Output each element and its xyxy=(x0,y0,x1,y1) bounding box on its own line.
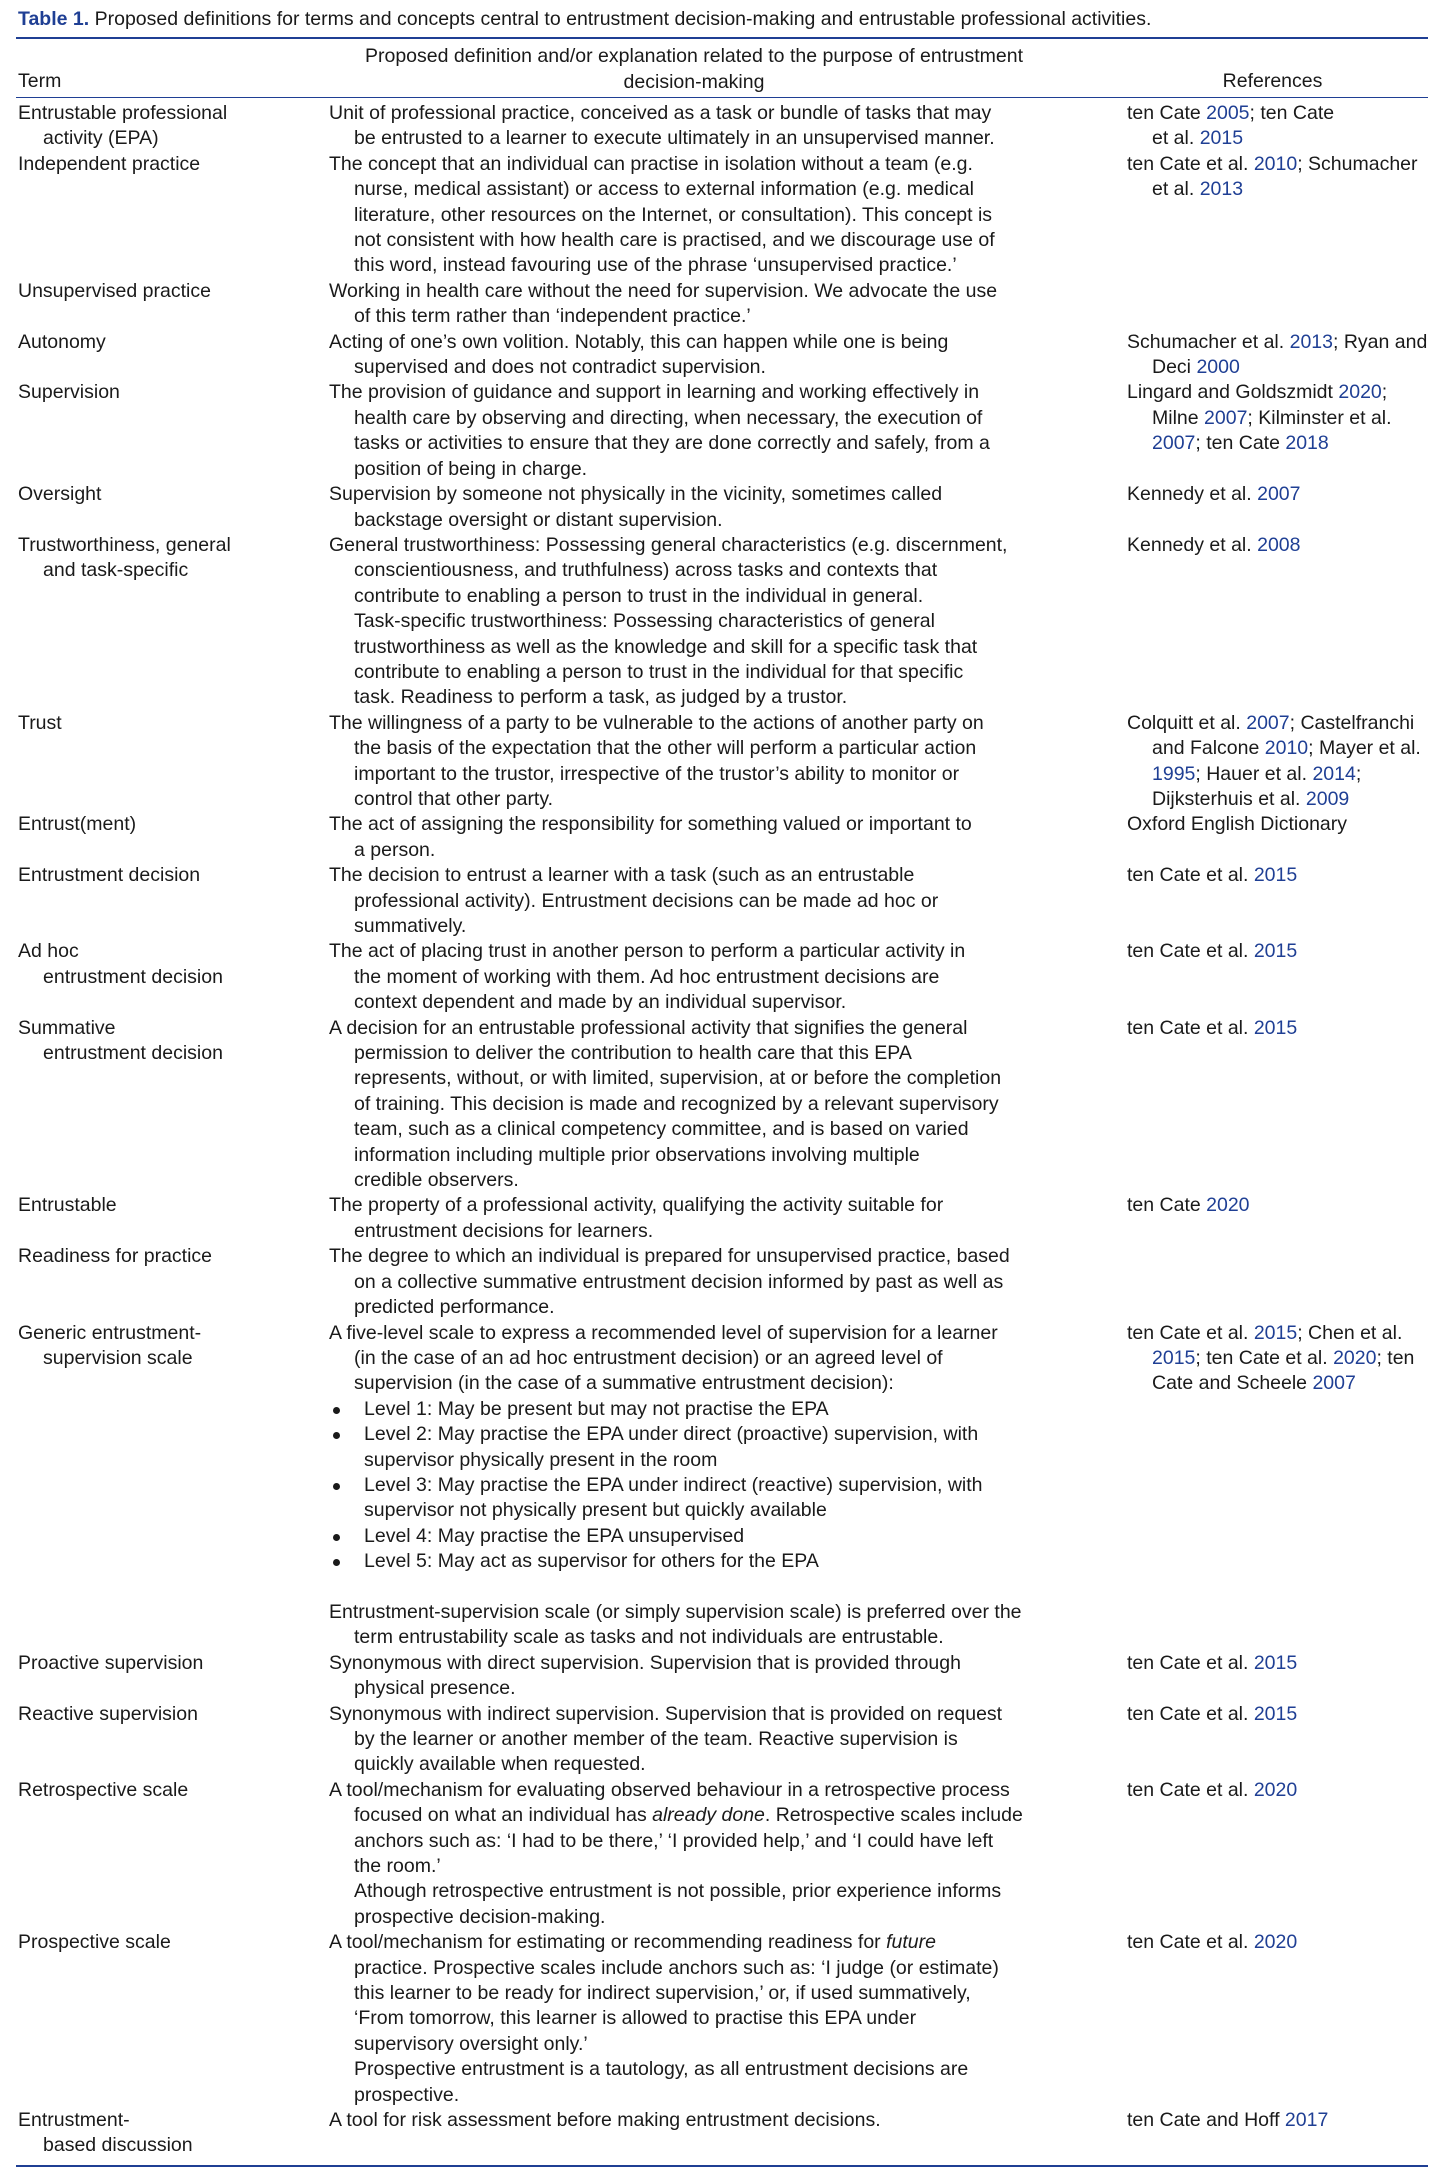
term-line: supervision scale xyxy=(43,1346,193,1369)
reference-year-link[interactable]: 2015 xyxy=(1152,1346,1196,1369)
term-line: Readiness for practice xyxy=(18,1245,213,1268)
definition-line: A tool/mechanism for estimating or recommending readiness for future xyxy=(329,1931,936,1954)
bullet-item: Level 1: May be present but may not practise the EPA xyxy=(329,1397,1099,1422)
reference-year-link[interactable]: 2007 xyxy=(1204,406,1248,429)
definition-line: The provision of guidance and support in learning and working effectively in xyxy=(329,381,980,404)
definition-cell xyxy=(316,1193,1111,1244)
references-cell xyxy=(1111,1244,1443,1320)
definition-line: supervisory oversight only.’ xyxy=(354,2032,588,2055)
table-row xyxy=(0,101,1443,152)
references-cell xyxy=(1111,1651,1443,1702)
references-cell xyxy=(1111,1702,1443,1778)
reference-year-link[interactable]: 2020 xyxy=(1253,1778,1298,1801)
references-cell xyxy=(1111,2108,1443,2159)
definition-line: contribute to enabling a person to trust in the individual in general. xyxy=(354,584,924,607)
definition-line: position of being in charge. xyxy=(354,457,588,480)
table-row xyxy=(0,812,1443,863)
reference-year-link[interactable]: 2007 xyxy=(1257,483,1301,506)
reference-year-link[interactable]: 2000 xyxy=(1196,356,1240,379)
reference-year-link[interactable]: 2020 xyxy=(1338,381,1382,404)
references-cell xyxy=(1111,330,1443,381)
term-cell xyxy=(0,1016,316,1194)
reference-line: Colquitt et al. 2007; Castelfranchi xyxy=(1127,711,1415,734)
definition-cell xyxy=(316,1778,1111,1930)
definition-line: The willingness of a party to be vulnerable to the actions of another party on xyxy=(329,711,984,734)
definition-line: prospective decision-making. xyxy=(354,1905,606,1928)
reference-year-link[interactable]: 2015 xyxy=(1253,1016,1298,1039)
table-row xyxy=(0,482,1443,533)
definition-line: literature, other resources on the Internet, or consultation). This concept is xyxy=(354,203,993,226)
references-cell xyxy=(1111,482,1443,533)
definition-cell xyxy=(316,2108,1111,2159)
reference-year-link[interactable]: 2010 xyxy=(1264,737,1309,760)
definition-line: the moment of working with them. Ad hoc entrustment decisions are xyxy=(354,965,940,988)
bullet-item: Level 2: May practise the EPA under direct (proactive) supervision, with xyxy=(329,1422,1099,1447)
definition-line: supervised and does not contradict supervision. xyxy=(354,356,766,379)
definition-line: tasks or activities to ensure that they are done correctly and safely, from a xyxy=(354,432,990,455)
references-cell xyxy=(1111,1778,1443,1930)
emphasis-text: already done xyxy=(652,1804,765,1827)
reference-year-link[interactable]: 2015 xyxy=(1199,127,1244,150)
reference-line: ten Cate 2020 xyxy=(1127,1194,1250,1217)
definition-line: Acting of one’s own volition. Notably, this can happen while one is being xyxy=(329,330,949,353)
table-row xyxy=(0,330,1443,381)
definition-line: a person. xyxy=(354,838,436,861)
reference-year-link[interactable]: 2005 xyxy=(1206,102,1250,124)
term-cell xyxy=(0,380,316,482)
definition-cell xyxy=(316,711,1111,813)
table-body xyxy=(0,101,1443,2159)
definition-line: nurse, medical assistant) or access to external information (e.g. medical xyxy=(354,178,974,201)
reference-line: ten Cate et al. 2015 xyxy=(1127,1016,1298,1039)
reference-line: 1995; Hauer et al. 2014; xyxy=(1152,762,1362,785)
term-cell xyxy=(0,1244,316,1320)
references-cell xyxy=(1111,1930,1443,2108)
term-line: Entrustable professional xyxy=(18,102,228,124)
definition-cell xyxy=(316,330,1111,381)
definition-line: Prospective entrustment is a tautology, as all entrustment decisions are xyxy=(354,2058,969,2081)
term-line: Summative xyxy=(18,1016,116,1039)
definition-line: ‘From tomorrow, this learner is allowed to practise this EPA under xyxy=(354,2007,917,2030)
reference-line: Oxford English Dictionary xyxy=(1127,813,1348,836)
reference-year-link[interactable]: 2015 xyxy=(1253,1651,1298,1674)
definition-cell xyxy=(316,533,1111,711)
term-cell xyxy=(0,1778,316,1930)
definition-line: represents, without, or with limited, supervision, at or before the completion xyxy=(354,1067,1002,1090)
reference-year-link[interactable]: 2015 xyxy=(1253,864,1298,887)
table-row xyxy=(0,863,1443,939)
definition-cell xyxy=(316,863,1111,939)
term-cell xyxy=(0,330,316,381)
header-definition-line: decision-making xyxy=(623,70,765,93)
term-line: Proactive supervision xyxy=(18,1651,204,1674)
table-row xyxy=(0,1930,1443,2108)
header-rule xyxy=(16,97,1428,98)
term-line: Ad hoc xyxy=(18,940,79,963)
table-row xyxy=(0,152,1443,279)
term-line: Entrustable xyxy=(18,1194,117,1217)
definition-line: predicted performance. xyxy=(354,1296,555,1319)
table-row xyxy=(0,279,1443,330)
reference-year-link[interactable]: 2015 xyxy=(1253,940,1298,963)
definition-line: of this term rather than ‘independent practice.’ xyxy=(354,305,751,328)
term-cell xyxy=(0,152,316,279)
references-cell xyxy=(1111,533,1443,711)
table-row xyxy=(0,1193,1443,1244)
reference-line: ten Cate et al. 2020 xyxy=(1127,1778,1298,1801)
references-cell xyxy=(1111,939,1443,1015)
reference-line: 2015; ten Cate et al. 2020; ten xyxy=(1152,1346,1415,1369)
reference-line: et al. 2013 xyxy=(1152,178,1244,201)
term-line: Entrust(ment) xyxy=(18,813,137,836)
references-cell xyxy=(1111,812,1443,863)
term-cell xyxy=(0,1321,316,1651)
definition-line: Synonymous with indirect supervision. Supervision that is provided on request xyxy=(329,1702,1003,1725)
definition-line: supervision (in the case of a summative entrustment decision): xyxy=(354,1372,894,1395)
reference-line: ten Cate 2005; ten Cate xyxy=(1127,102,1335,124)
term-line: Trust xyxy=(18,711,62,734)
references-cell xyxy=(1111,863,1443,939)
definition-line: this learner to be ready for indirect supervision,’ or, if used summatively, xyxy=(354,1982,971,2005)
definition-line: term entrustability scale as tasks and not individuals are entrustable. xyxy=(354,1626,944,1649)
reference-line: and Falcone 2010; Mayer et al. xyxy=(1152,737,1421,760)
definition-line: the basis of the expectation that the other will perform a particular action xyxy=(354,737,977,760)
definition-cell xyxy=(316,101,1111,152)
references-cell xyxy=(1111,1321,1443,1651)
definition-line: contribute to enabling a person to trust in the individual for that specific xyxy=(354,660,964,683)
definition-line: important to the trustor, irrespective of the trustor’s ability to monitor or xyxy=(354,762,960,785)
reference-line: ten Cate et al. 2010; Schumacher xyxy=(1127,152,1418,175)
term-line: Retrospective scale xyxy=(18,1778,189,1801)
definition-cell xyxy=(316,1016,1111,1194)
reference-year-link[interactable]: 2014 xyxy=(1312,762,1356,785)
definition-line: The concept that an individual can practise in isolation without a team (e.g. xyxy=(329,152,973,175)
definition-line: summatively. xyxy=(354,915,467,937)
table-row xyxy=(0,1244,1443,1320)
definition-cell xyxy=(316,939,1111,1015)
reference-line: ten Cate et al. 2015 xyxy=(1127,1651,1298,1674)
definition-line: trustworthiness as well as the knowledge and skill for a specific task that xyxy=(354,635,978,658)
term-line: and task-specific xyxy=(43,559,189,582)
reference-line: et al. 2015 xyxy=(1152,127,1244,150)
definition-line: credible observers. xyxy=(354,1169,519,1192)
header-term: Term xyxy=(18,70,62,92)
reference-line: Dijksterhuis et al. 2009 xyxy=(1152,787,1350,810)
term-cell xyxy=(0,1193,316,1244)
definition-line: control that other party. xyxy=(354,787,554,810)
references-cell xyxy=(1111,1193,1443,1244)
term-line: Prospective scale xyxy=(18,1931,171,1954)
reference-line: ten Cate et al. 2015 xyxy=(1127,1702,1298,1725)
table-row xyxy=(0,711,1443,813)
definition-line: The act of placing trust in another person to perform a particular activity in xyxy=(329,940,966,963)
reference-year-link[interactable]: 2020 xyxy=(1253,1931,1298,1954)
table-caption xyxy=(18,6,1428,33)
definition-line: entrustment decisions for learners. xyxy=(354,1219,654,1242)
definition-line: anchors such as: ‘I had to be there,’ ‘I provided help,’ and ‘I could have left xyxy=(354,1829,994,1852)
definition-line: permission to deliver the contribution to health care that this EPA xyxy=(354,1042,912,1065)
references-cell xyxy=(1111,101,1443,152)
table-row xyxy=(0,380,1443,482)
header-definition xyxy=(334,44,1054,95)
table-row xyxy=(0,1321,1443,1651)
definition-line: A tool/mechanism for evaluating observed behaviour in a retrospective process xyxy=(329,1778,1010,1801)
reference-year-link[interactable]: 2009 xyxy=(1305,787,1350,810)
term-cell xyxy=(0,1930,316,2108)
reference-line: ten Cate et al. 2015; Chen et al. xyxy=(1127,1321,1403,1344)
spacer xyxy=(329,1575,1099,1600)
term-cell xyxy=(0,863,316,939)
term-line: based discussion xyxy=(43,2134,193,2157)
reference-year-link[interactable]: 1995 xyxy=(1152,762,1196,785)
reference-line: Deci 2000 xyxy=(1152,356,1240,379)
term-line: Entrustment decision xyxy=(18,864,201,887)
reference-year-link[interactable]: 2007 xyxy=(1152,432,1196,455)
reference-year-link[interactable]: 2015 xyxy=(1253,1321,1298,1344)
references-cell xyxy=(1111,711,1443,813)
term-cell xyxy=(0,482,316,533)
definition-line: (in the case of an ad hoc entrustment decision) or an agreed level of xyxy=(354,1346,943,1369)
definition-line: team, such as a clinical competency committee, and is based on varied xyxy=(354,1118,969,1141)
definition-line: General trustworthiness: Possessing general characteristics (e.g. discernment, xyxy=(329,533,1008,556)
reference-line: Schumacher et al. 2013; Ryan and xyxy=(1127,330,1428,353)
definition-line: information including multiple prior observations involving multiple xyxy=(354,1143,920,1166)
definition-line: focused on what an individual has already done. Retrospective scales include xyxy=(354,1804,1023,1827)
definition-cell xyxy=(316,1321,1111,1651)
reference-line: 2007; ten Cate 2018 xyxy=(1152,432,1329,455)
definition-line: The act of assigning the responsibility for something valued or important to xyxy=(329,813,972,836)
term-cell xyxy=(0,101,316,152)
reference-line: Milne 2007; Kilminster et al. xyxy=(1152,406,1392,429)
reference-line: Cate and Scheele 2007 xyxy=(1152,1372,1356,1395)
term-cell xyxy=(0,533,316,711)
table-row xyxy=(0,2108,1443,2159)
references-cell xyxy=(1111,152,1443,279)
definition-line: The decision to entrust a learner with a task (such as an entrustable xyxy=(329,864,915,887)
table-row xyxy=(0,939,1443,1015)
term-cell xyxy=(0,279,316,330)
reference-year-link[interactable]: 2015 xyxy=(1253,1702,1298,1725)
definition-line: conscientiousness, and truthfulness) across tasks and contexts that xyxy=(354,559,938,582)
definition-line: Supervision by someone not physically in the vicinity, sometimes called xyxy=(329,483,943,506)
definition-cell xyxy=(316,279,1111,330)
definition-line: Athough retrospective entrustment is not possible, prior experience informs xyxy=(354,1880,1002,1903)
definition-line: A tool for risk assessment before making entrustment decisions. xyxy=(329,2109,881,2132)
reference-line: ten Cate et al. 2015 xyxy=(1127,864,1298,887)
caption-label: Table 1. xyxy=(18,8,90,30)
term-line: Reactive supervision xyxy=(18,1702,198,1725)
term-line: Autonomy xyxy=(18,330,106,353)
definition-cell xyxy=(316,1930,1111,2108)
bullet-item: Level 3: May practise the EPA under indirect (reactive) supervision, with xyxy=(329,1473,1099,1498)
term-line: Oversight xyxy=(18,483,102,506)
term-line: Independent practice xyxy=(18,152,201,175)
term-cell xyxy=(0,1651,316,1702)
definition-line: Entrustment-supervision scale (or simply supervision scale) is preferred over the xyxy=(329,1600,1022,1623)
definition-line: this word, instead favouring use of the phrase ‘unsupervised practice.’ xyxy=(354,254,957,277)
term-line: Generic entrustment- xyxy=(18,1321,202,1344)
definition-line: backstage oversight or distant supervision. xyxy=(354,508,723,531)
reference-line: Kennedy et al. 2007 xyxy=(1127,483,1301,506)
definition-cell xyxy=(316,1244,1111,1320)
reference-year-link[interactable]: 2007 xyxy=(1246,711,1290,734)
term-cell xyxy=(0,1702,316,1778)
table-row xyxy=(0,1651,1443,1702)
definition-line: The degree to which an individual is prepared for unsupervised practice, based xyxy=(329,1245,1010,1268)
references-cell xyxy=(1111,1016,1443,1194)
caption-text: Proposed definitions for terms and concepts central to entrustment decision-making and entrustable professional activities. xyxy=(94,8,1152,30)
table-row xyxy=(0,1016,1443,1194)
definition-line: Synonymous with direct supervision. Supervision that is provided through xyxy=(329,1651,961,1674)
term-cell xyxy=(0,812,316,863)
definition-cell xyxy=(316,1651,1111,1702)
table-row xyxy=(0,1702,1443,1778)
term-line: Supervision xyxy=(18,381,120,404)
definition-line: task. Readiness to perform a task, as judged by a trustor. xyxy=(354,686,848,709)
reference-year-link[interactable]: 2018 xyxy=(1285,432,1329,455)
term-line: entrustment decision xyxy=(43,965,223,988)
header-definition-line: Proposed definition and/or explanation related to the purpose of entrustment xyxy=(364,45,1024,67)
reference-year-link[interactable]: 2013 xyxy=(1289,330,1333,353)
reference-year-link[interactable]: 2010 xyxy=(1253,152,1298,175)
term-cell xyxy=(0,2108,316,2159)
definition-line: professional activity). Entrustment decisions can be made ad hoc or xyxy=(354,889,939,912)
header-references: References xyxy=(1222,70,1323,92)
definition-line: physical presence. xyxy=(354,1677,516,1700)
definition-cell xyxy=(316,152,1111,279)
top-rule xyxy=(16,37,1428,39)
emphasis-text: future xyxy=(886,1931,936,1954)
definition-line: Unit of professional practice, conceived as a task or bundle of tasks that may xyxy=(329,102,992,124)
bullet-continuation: supervisor physically present in the room xyxy=(364,1448,718,1471)
table-row xyxy=(0,1778,1443,1930)
definition-cell xyxy=(316,812,1111,863)
definition-line: context dependent and made by an individual supervisor. xyxy=(354,991,847,1014)
definition-line: A five-level scale to express a recommended level of supervision for a learner xyxy=(329,1321,998,1344)
reference-year-link[interactable]: 2017 xyxy=(1284,2109,1329,2132)
reference-line: ten Cate et al. 2020 xyxy=(1127,1931,1298,1954)
term-line: Trustworthiness, general xyxy=(18,533,231,556)
bullet-item: Level 5: May act as supervisor for others for the EPA xyxy=(329,1549,1099,1574)
definition-cell xyxy=(316,482,1111,533)
definition-line: quickly available when requested. xyxy=(354,1753,646,1776)
definition-line: health care by observing and directing, when necessary, the execution of xyxy=(354,406,983,429)
reference-line: ten Cate et al. 2015 xyxy=(1127,940,1298,963)
term-cell xyxy=(0,711,316,813)
reference-year-link[interactable]: 2020 xyxy=(1206,1194,1250,1217)
references-cell xyxy=(1111,279,1443,330)
references-cell xyxy=(1111,380,1443,482)
reference-year-link[interactable]: 2020 xyxy=(1333,1346,1377,1369)
definition-line: prospective. xyxy=(354,2083,460,2106)
table-row xyxy=(0,533,1443,711)
definition-line: the room.’ xyxy=(354,1855,441,1878)
reference-line: Lingard and Goldszmidt 2020; xyxy=(1127,381,1388,404)
definition-line: on a collective summative entrustment decision informed by past as well as xyxy=(354,1270,1004,1293)
term-cell xyxy=(0,939,316,1015)
definition-line: A decision for an entrustable professional activity that signifies the general xyxy=(329,1016,968,1039)
term-line: activity (EPA) xyxy=(43,127,159,150)
reference-line: ten Cate and Hoff 2017 xyxy=(1127,2109,1329,2132)
definition-line: by the learner or another member of the team. Reactive supervision is xyxy=(354,1727,958,1750)
term-line: Unsupervised practice xyxy=(18,279,211,302)
definition-line: Task-specific trustworthiness: Possessing characteristics of general xyxy=(354,610,935,633)
definition-line: practice. Prospective scales include anchors such as: ‘I judge (or estimate) xyxy=(354,1956,999,1979)
definition-line: The property of a professional activity, qualifying the activity suitable for xyxy=(329,1194,944,1217)
bullet-item: Level 4: May practise the EPA unsupervised xyxy=(329,1524,1099,1549)
definition-line: of training. This decision is made and recognized by a relevant supervisory xyxy=(354,1092,999,1115)
reference-year-link[interactable]: 2007 xyxy=(1312,1372,1356,1395)
definition-cell xyxy=(316,1702,1111,1778)
definition-line: Working in health care without the need for supervision. We advocate the use xyxy=(329,279,998,302)
definition-line: not consistent with how health care is practised, and we discourage use of xyxy=(354,229,995,252)
reference-year-link[interactable]: 2013 xyxy=(1199,178,1244,201)
definition-cell xyxy=(316,380,1111,482)
bottom-rule xyxy=(16,2165,1428,2167)
reference-year-link[interactable]: 2008 xyxy=(1257,533,1301,556)
term-line: entrustment decision xyxy=(43,1042,223,1065)
bullet-continuation: supervisor not physically present but quickly available xyxy=(364,1499,827,1522)
definition-line: be entrusted to a learner to execute ultimately in an unsupervised manner. xyxy=(354,127,995,150)
reference-line: Kennedy et al. 2008 xyxy=(1127,533,1301,556)
term-line: Entrustment- xyxy=(18,2109,130,2132)
